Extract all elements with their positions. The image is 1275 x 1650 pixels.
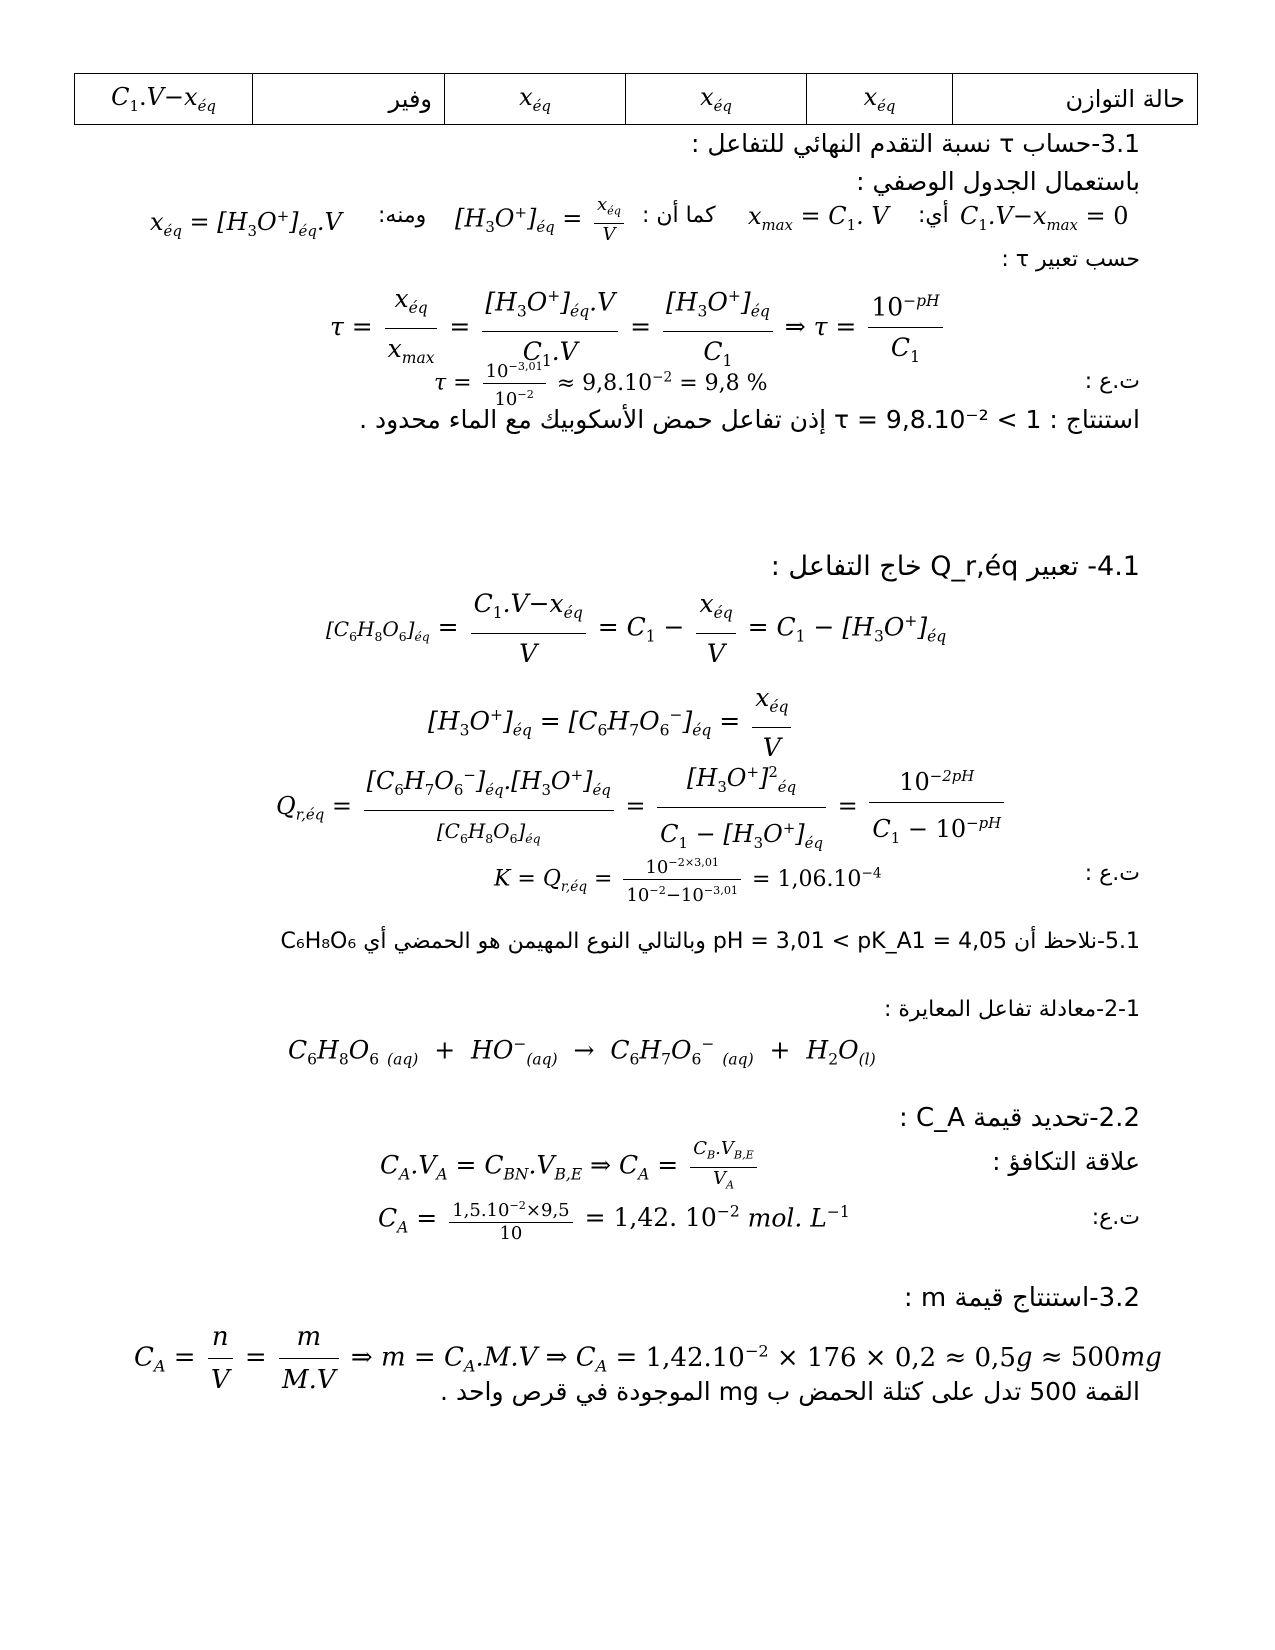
h3o-equals-base-formula: $[H_3O^+]_{éq} = [C_6H_7O_6^-]_{éq}$ = $\frac{x_{éq}}{V}$ [428,678,795,768]
section-1-2-title: 2-1-معادلة تفاعل المعايرة : [883,997,1140,1022]
equivalence-label: علاقة التكافؤ : [992,1147,1140,1176]
that-is-label: أي: [918,203,949,228]
progress-table-row [74,73,1198,125]
mass-formula: $C_A$ = $\frac{n}{V}$ = $\frac{m}{M.V}$ ⇒ $m = C_A.M.V$ ⇒ $C_A = 1,42.10^{-2} \times 176 \times 0,2 \approx 0,5g \approx 500mg$ [134,1316,1162,1401]
xeq-from-h3o-formula: $x_{éq} = [H_3O^+]_{éq}.V$ [150,207,342,240]
tau-formula: τ = $\frac{x_{éq}}{x_{max}}$ = $\frac{[H_3O^+]_{éq}.V}{C_1.V}$ = $\frac{[H_3O^+]_{éq}}{C_1}$ ⇒ τ = $\frac{10^{-pH}}{C_1}$ [330,276,947,381]
and-therefore-label: ومنه: [378,203,427,228]
cell-xeq-2: $x_{éq}$ [626,74,807,125]
titration-reaction: $C_6H_8O_6$ $_{(aq)} + HO^-_{(aq)} \to C_6H_7O_6^-$ $_{(aq)} + H_2O_{(l)}$ [288,1035,876,1069]
cell-xeq-1: $x_{éq}$ [807,74,953,125]
ca-numeric: $C_A$ = $\frac{1,5.10^{-2}\times 9,5}{10}$ = 1,42. $10^{-2}$ mol. $L^{-1}$ [378,1194,850,1245]
tau-expression-label: حسب تعبير τ : [1001,247,1140,272]
section-4-1-title: 4.1- تعبير Q_r,éq خاج التفاعل : [770,551,1140,582]
section-3-1-title: 3.1-حساب τ نسبة التقدم النهائي للتفاعل : [690,129,1140,158]
numeric-app-label-2: ت.ع : [1084,861,1140,886]
c6h8o6-eq-formula: $[C_6H_8O_6]_{éq}$ = $\frac{C_1.V-x_{éq}}{V}$ = $C_1$ − $\frac{x_{éq}}{V}$ = $C_1 - [H_3O^+]_{éq}$ [326,584,946,674]
qr-eq-formula: $Q_{r,éq}$ = $\frac{[C_6H_7O_6^-]_{éq}.[H_3O^+]_{éq}}{[C_6H_8O_6]_{éq}}$ = $\frac{[H_3O^+]^2_{éq}}{C_1 - [H_3O^+]_{éq}}$ = $\frac{10^{-2pH}}{C_1 - 10^{-pH}}$ [276,752,1008,863]
cell-xeq-3: $x_{éq}$ [445,74,626,125]
k-numeric: $K = Q_{r,éq}$ = $\frac{10^{-2\times 3,01}}{10^{-2}-10^{-3,01}}$ = $1,06.10^{-4}$ [494,852,882,907]
numeric-app-label-3: ت.ع: [1091,1205,1140,1230]
as-label: كما أن : [642,203,716,228]
tau-numeric: τ = $\frac{10^{-3,01}}{10^{-2}}$ ≈ $9,8.10^{-2} = 9,8$ % [434,356,768,411]
tau-conclusion: استنتاج : τ = 9,8.10⁻² < 1 إذن تفاعل حمض الأسكوبيك مع الماء محدود . [359,405,1140,434]
section-2-2-title: 2.2-تحديد قيمة C_A : [898,1103,1140,1133]
c1v-xmax-formula: $C_1.V-x_{max} = 0$ [960,202,1129,234]
section-3-2-title: 3.2-استنتاج قيمة m : [903,1283,1140,1313]
cell-equilibrium-state: حالة التوازن [953,74,1198,125]
numeric-app-label-1: ت.ع : [1084,369,1140,394]
mass-conclusion: القمة 500 تدل على كتلة الحمض ب mg الموجودة في قرص واحد . [440,1377,1140,1406]
using-table-text: باستعمال الجدول الوصفي : [856,167,1140,196]
xmax-formula: $x_{max} = C_1$. V [748,202,889,234]
cell-excess: وفير [253,74,445,125]
section-5-1-text: 5.1-نلاحظ أن pH = 3,01 < pK_A1 = 4,05 وبالتالي النوع المهيمن هو الحمضي أي C₆H₈O₆ [280,929,1140,954]
equivalence-formula: $C_A.V_A = C_{BN}.V_{B,E}$ ⇒ $C_A$ = $\frac{C_B.V_{B,E}}{V_A}$ [380,1138,761,1196]
cell-c1v-minus-xeq: $C_1.V-x_{éq}$ [75,74,253,125]
h3o-concentration-formula: $[H_3O^+]_{éq}$ = $\frac{x_{éq}}{V}$ [455,194,628,246]
